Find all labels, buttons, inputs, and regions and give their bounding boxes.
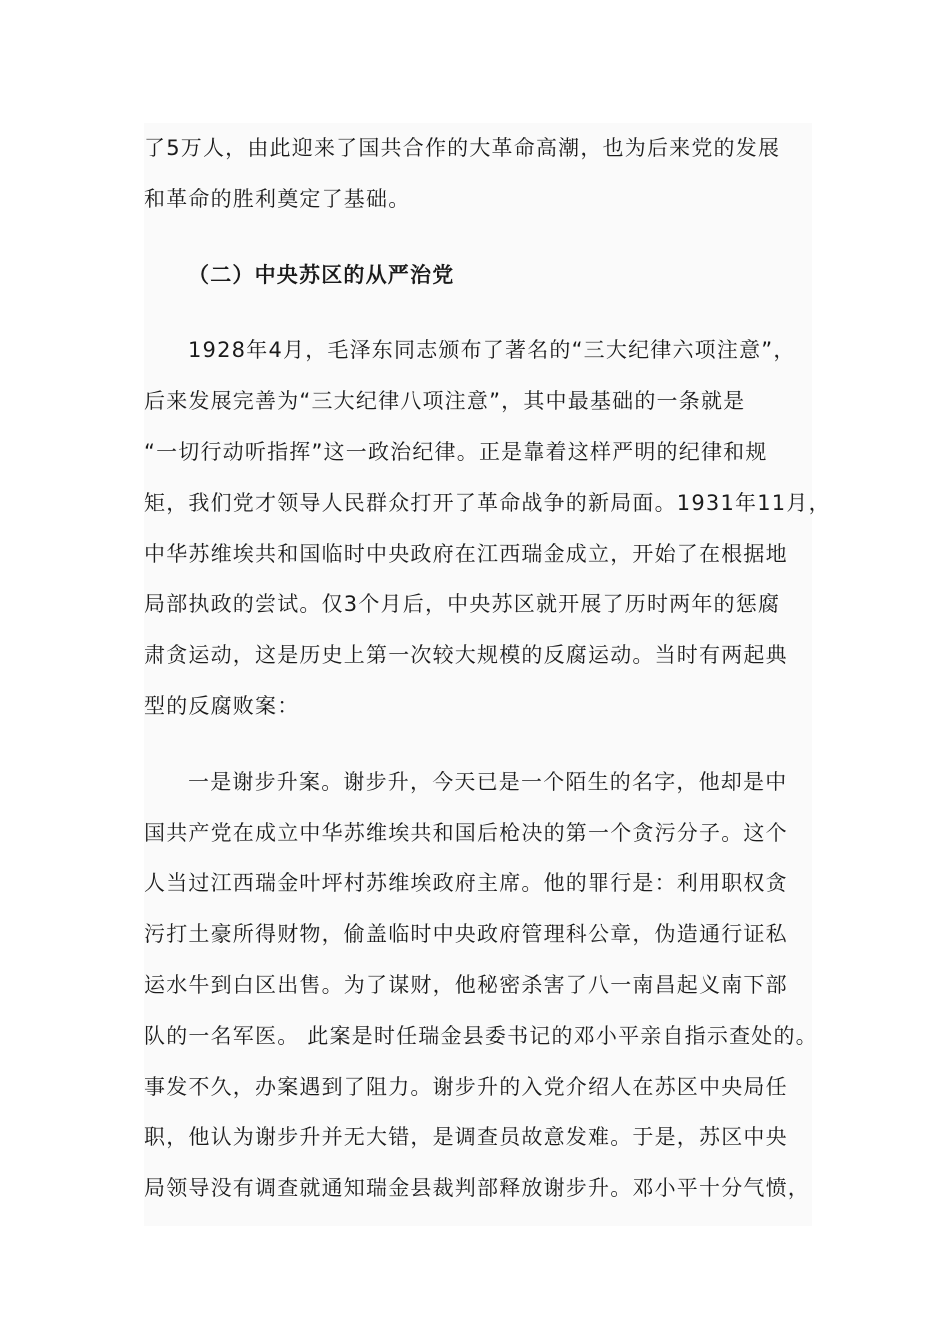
text-line: 国共产党在成立中华苏维埃共和国后枪决的第一个贪污分子。这个 (144, 820, 788, 845)
paragraph-gap (144, 732, 812, 757)
text-line: 了5万人，由此迎来了国共合作的大革命高潮，也为后来党的发展 (144, 136, 781, 160)
paragraph-continuation (144, 123, 812, 225)
document-body (144, 123, 831, 1226)
text-line: 矩，我们党才领导人民群众打开了革命战争的新局面。1931年11月， (144, 490, 831, 515)
text-line: 队的一名军医。 此案是时任瑞金县委书记的邓小平亲自指示查处的。 (144, 1023, 818, 1048)
text-line: “一切行动听指挥”这一政治纪律。正是靠着这样严明的纪律和规 (144, 439, 768, 464)
paragraph-1928 (144, 325, 831, 731)
text-line: 运水牛到白区出售。为了谋财，他秘密杀害了八一南昌起义南下部 (144, 972, 788, 997)
text-line: 事发不久，办案遇到了阻力。谢步升的入党介绍人在苏区中央局任 (144, 1074, 788, 1099)
paragraph-gap (144, 225, 812, 250)
text-line: 中华苏维埃共和国临时中央政府在江西瑞金成立，开始了在根据地 (144, 541, 788, 566)
paragraph-gap (144, 300, 812, 325)
text-line: 肃贪运动，这是历史上第一次较大规模的反腐运动。当时有两起典 (144, 643, 788, 668)
text-line: 型的反腐败案： (144, 693, 300, 718)
text-line: 局领导没有调查就通知瑞金县裁判部释放谢步升。邓小平十分气愤， (144, 1176, 810, 1201)
text-line: 和革命的胜利奠定了基础。 (144, 186, 411, 211)
text-line: 污打土豪所得财物，偷盖临时中央政府管理科公章，伪造通行证私 (144, 922, 788, 947)
text-line: 人当过江西瑞金叶坪村苏维埃政府主席。他的罪行是：利用职权贪 (144, 871, 788, 896)
paragraph-xie-bu-sheng-case (144, 757, 818, 1214)
text-line: 职，他认为谢步升并无大错，是调查员故意发难。于是，苏区中央 (144, 1125, 788, 1150)
section-heading: （二）中央苏区的从严治党 (188, 262, 455, 287)
text-line: 局部执政的尝试。仅3个月后，中央苏区就开展了历时两年的惩腐 (144, 592, 781, 617)
text-line: 一是谢步升案。谢步升，今天已是一个陌生的名字，他却是中 (188, 769, 788, 794)
text-line: 1928年4月，毛泽东同志颁布了著名的“三大纪律六项注意”， (188, 338, 796, 363)
text-line: 后来发展完善为“三大纪律八项注意”，其中最基础的一条就是 (144, 389, 746, 414)
